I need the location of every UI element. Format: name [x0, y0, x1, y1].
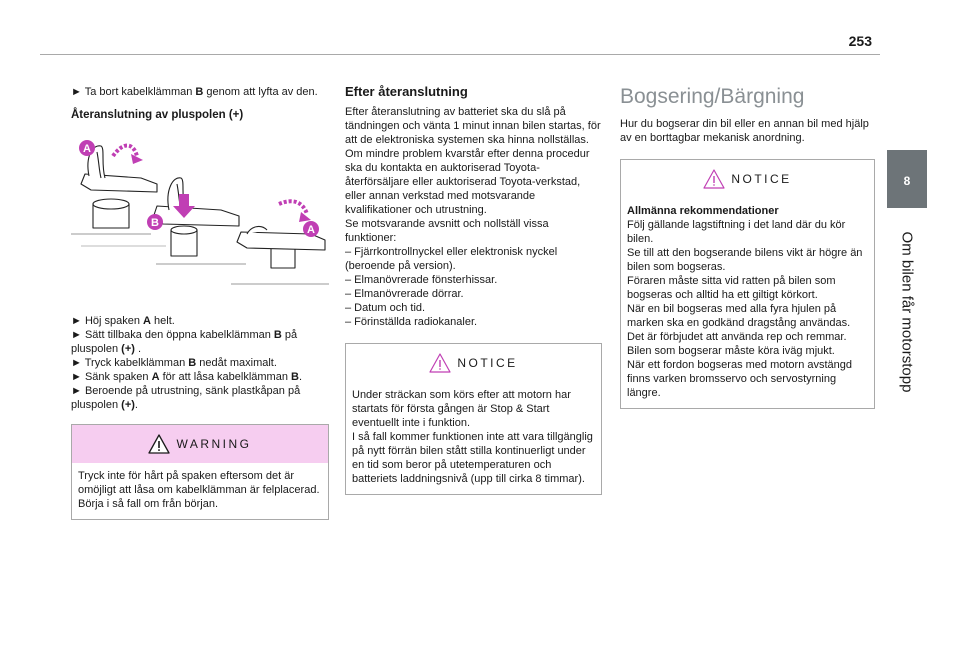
intro-step: ► Ta bort kabelklämman B genom att lyfta av den.: [71, 86, 318, 98]
battery-terminal-figure: [71, 134, 329, 296]
list-item: – Elmanövrerade fönsterhissar.: [345, 274, 498, 286]
warning-header: [72, 425, 328, 463]
notice-line: Följ gällande lagstiftning i det land där du kör bilen.: [627, 219, 846, 245]
step-1: ► Höj spaken A helt.: [71, 315, 175, 327]
paragraph-3: Se motsvarande avsnitt och nollställ vissa funktioner:: [345, 218, 549, 244]
notice-header: [346, 344, 601, 382]
header-rule: [40, 54, 880, 55]
column-1: [71, 85, 329, 520]
list-item: – Datum och tid.: [345, 302, 426, 314]
notice-line: Se till att den bogserande bilens vikt är högre än bilen som bogseras.: [627, 247, 863, 273]
list-item: – Elmanövrerade dörrar.: [345, 288, 464, 300]
notice-line: Föraren måste sitta vid ratten på bilen som bogseras och alltid ha ett giltigt körkort.: [627, 275, 836, 301]
warning-triangle-icon: [148, 434, 170, 454]
step-2: ► Sätt tillbaka den öppna kabelklämman B på pluspolen (+) .: [71, 329, 298, 355]
notice-title: NOTICE: [731, 172, 792, 186]
warning-text: Tryck inte för hårt på spaken eftersom det är omöjligt att låsa om kabelklämman är felplacerad. Börja i så fall om från början.: [78, 470, 320, 510]
step-4: ► Sänk spaken A för att låsa kabelklämman B.: [71, 371, 303, 383]
figure-label-a-1: [79, 140, 95, 156]
list-item: – Fjärrkontrollnyckel eller elektronisk nyckel (beroende på version).: [345, 246, 558, 272]
notice-line: När en bil bogseras med alla fyra hjulen på marken ska en godkänd dragstång användas. Det är förbjudet att använda rep och remmar.: [627, 303, 851, 343]
step-5: ► Beroende på utrustning, sänk plastkåpan på pluspolen (+).: [71, 385, 301, 411]
subheading-reconnect: Återanslutning av pluspolen (+): [71, 109, 244, 121]
notice-text-1: Under sträckan som körs efter att motorn har startats för första gången är Stop & Start eventuellt inte i funktion.: [352, 389, 571, 429]
paragraph-2: Om mindre problem kvarstår efter denna procedur ska du kontakta en auktoriserad Toyota-återförsäljare eller auktoriserad Toyota-verkstad, eller annan verkstad med motsvarande kvalifikationer och utrustning.: [345, 148, 590, 216]
section-heading-after-reconnect: Efter återanslutning: [345, 84, 468, 99]
notice-triangle-icon: [429, 353, 451, 373]
notice-header: [621, 160, 874, 198]
notice-line: När ett fordon bogseras med motorn avstängd finns varken bromsservo och servostyrning längre.: [627, 359, 853, 399]
notice-box-stop-start: [345, 343, 602, 495]
page-number: 253: [848, 33, 872, 49]
steps-list: [71, 314, 329, 412]
column-3: [620, 85, 875, 409]
section-title-towing: Bogsering/Bärgning: [620, 85, 805, 108]
notice-title: NOTICE: [457, 356, 518, 370]
notice-triangle-icon: [703, 169, 725, 189]
notice-text-2: I så fall kommer funktionen inte att vara tillgänglig på nytt förrän bilen stått stilla kontinuerligt under en tid som beror på utetemperaturen och batteriets laddningsnivå (upp till cirka 8 timmar).: [352, 431, 593, 485]
notice-box-towing: [620, 159, 875, 409]
svg-text:B: B: [151, 217, 159, 229]
warning-title: WARNING: [176, 437, 252, 451]
figure-label-b: [147, 214, 163, 230]
list-item: – Förinställda radiokanaler.: [345, 316, 478, 328]
notice-subheading: Allmänna rekommendationer: [627, 205, 779, 217]
svg-text:A: A: [83, 143, 91, 155]
warning-box: [71, 424, 329, 520]
chapter-title: Om bilen får motorstopp: [898, 231, 916, 393]
column-2: [345, 85, 602, 495]
paragraph-1: Efter återanslutning av batteriet ska du slå på tändningen och vänta 1 minut innan bilen startas, för att de elektroniska systemen ska hinna nollställas.: [345, 106, 601, 146]
figure-label-a-2: [303, 221, 319, 237]
chapter-tab[interactable]: 8: [887, 150, 927, 208]
towing-intro: Hur du bogserar din bil eller en annan bil med hjälp av en borttagbar mekanisk anordning.: [620, 118, 869, 144]
svg-text:A: A: [307, 224, 315, 236]
step-3: ► Tryck kabelklämman B nedåt maximalt.: [71, 357, 277, 369]
notice-line: Bilen som bogserar måste köra iväg mjukt.: [627, 345, 835, 357]
